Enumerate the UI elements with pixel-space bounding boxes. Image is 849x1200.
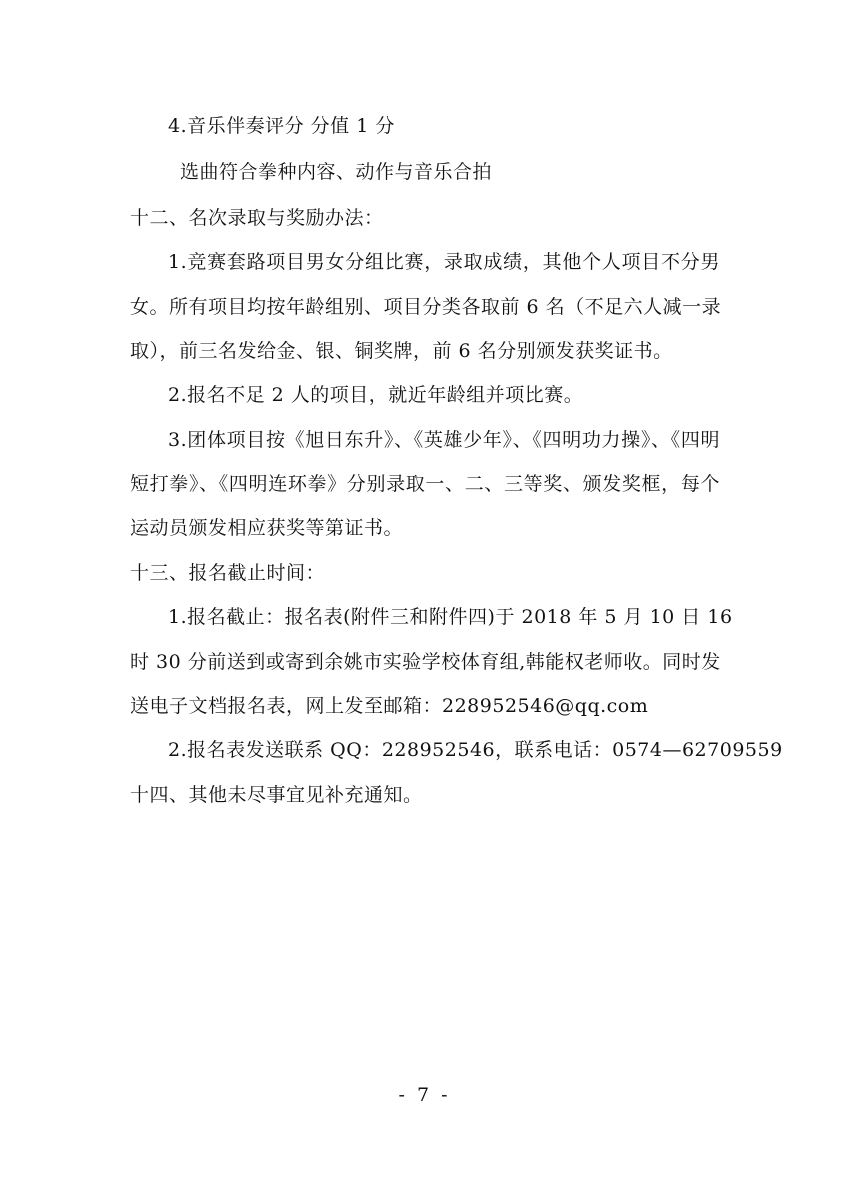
section-12-paragraph-1-line-2: 女。所有项目均按年龄组别、项目分类各取前 6 名（不足六人减一录: [130, 296, 722, 318]
section-12-paragraph-3-line-1: 3.团体项目按《旭日东升》、《英雄少年》、《四明功力操》、《四明: [168, 429, 720, 451]
item-4-title: 4.音乐伴奏评分 分值 1 分: [168, 115, 395, 137]
page-number: - 7 -: [398, 1084, 451, 1106]
section-12-paragraph-3-line-2: 短打拳》、《四明连环拳》分别录取一、二、三等奖、颁发奖框，每个: [130, 473, 720, 495]
section-14-heading: 十四、其他未尽事宜见补充通知。: [130, 784, 423, 806]
section-13-heading: 十三、报名截止时间：: [130, 562, 326, 584]
section-13-paragraph-1-line-1: 1.报名截止：报名表(附件三和附件四)于 2018 年 5 月 10 日 16: [168, 606, 733, 628]
section-12-paragraph-1-line-3: 取），前三名发给金、银、铜奖牌，前 6 名分别颁发获奖证书。: [130, 340, 673, 362]
section-12-paragraph-1-line-1: 1.竞赛套路项目男女分组比赛，录取成绩，其他个人项目不分男: [168, 251, 720, 273]
section-12-paragraph-3-line-3: 运动员颁发相应获奖等第证书。: [130, 517, 404, 539]
section-12-paragraph-2: 2.报名不足 2 人的项目，就近年龄组并项比赛。: [168, 384, 584, 406]
section-13-paragraph-1-line-3: 送电子文档报名表，网上发至邮箱：228952546@qq.com: [130, 695, 649, 717]
section-12-heading: 十二、名次录取与奖励办法：: [130, 207, 384, 229]
section-13-paragraph-2: 2.报名表发送联系 QQ：228952546，联系电话：0574—62709559: [168, 739, 783, 761]
section-13-paragraph-1-line-2: 时 30 分前送到或寄到余姚市实验学校体育组,韩能权老师收。同时发: [130, 651, 721, 673]
item-4-description: 选曲符合拳种内容、动作与音乐合拍: [180, 161, 493, 183]
